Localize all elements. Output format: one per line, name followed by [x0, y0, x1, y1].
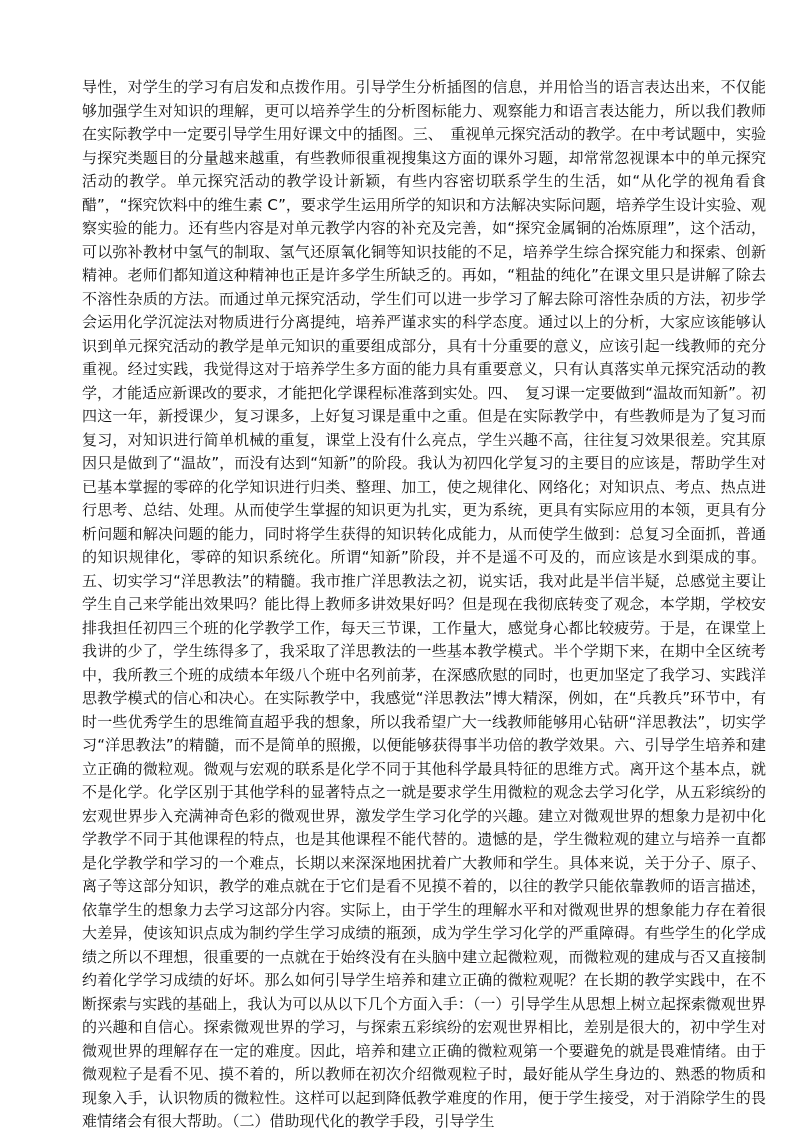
document-page: [82, 76, 766, 1134]
body-paragraph: 导性，对学生的学习有启发和点拨作用。引导学生分析插图的信息，并用恰当的语言表达出来，不仅能够加强学生对知识的理解，更可以培养学生的分析图标能力、观察能力和语言表达能力，所以我们教师在实际教学中一定要引导学生用好课文中的插图。三、 重视单元探究活动的教学。在中考试题中，实验与探究类题目的分量越来越重，有些教师很重视搜集这方面的课外习题，却常常忽视课本中的单元探究活动的教学。单元探究活动的教学设计新颖，有些内容密切联系学生的生活，如“从化学的视角看食醋”，“探究饮料中的维生素 C”，要求学生运用所学的知识和方法解决实际问题，培养学生设计实验、观察实验的能力。还有些内容是对单元教学内容的补充及完善，如“探究金属铜的冶炼原理”，这个活动，可以弥补教材中氢气的制取、氢气还原氧化铜等知识技能的不足，培养学生综合探究能力和探索、创新精神。老师们都知道这种精神也正是许多学生所缺乏的。再如，“粗盐的纯化”在课文里只是讲解了除去不溶性杂质的方法。而通过单元探究活动，学生们可以进一步学习了解去除可溶性杂质的方法，初步学会运用化学沉淀法对物质进行分离提纯，培养严谨求实的科学态度。通过以上的分析，大家应该能够认识到单元探究活动的教学是单元知识的重要组成部分，具有十分重要的意义，应该引起一线教师的充分重视。经过实践，我觉得这对于培养学生多方面的能力具有重要意义，只有认真落实单元探究活动的教学，才能适应新课改的要求，才能把化学课程标准落到实处。四、 复习课一定要做到“温故而知新”。初四这一年，新授课少，复习课多，上好复习课是重中之重。但是在实际教学中，有些教师是为了复习而复习，对知识进行简单机械的重复，课堂上没有什么亮点，学生兴趣不高，往往复习效果很差。究其原因只是做到了“温故”，而没有达到“知新”的阶段。我认为初四化学复习的主要目的应该是，帮助学生对已基本掌握的零碎的化学知识进行归类、整理、加工，使之规律化、网络化；对知识点、考点、热点进行思考、总结、处理。从而使学生掌握的知识更为扎实，更为系统，更具有实际应用的本领，更具有分析问题和解决问题的能力，同时将学生获得的知识转化成能力，从而使学生做到：总复习全面抓，普通的知识规律化，零碎的知识系统化。所谓“知新”阶段，并不是遥不可及的，而应该是水到渠成的事。五、切实学习“洋思教法”的精髓。我市推广洋思教法之初，说实话，我对此是半信半疑，总感觉主要让学生自己来学能出效果吗？能比得上教师多讲效果好吗？但是现在我彻底转变了观念，本学期，学校安排我担任初四三个班的化学教学工作，每天三节课，工作量大，感觉身心都比较疲劳。于是，在课堂上我讲的少了，学生练得多了，我采取了洋思教法的一些基本教学模式。半个学期下来，在期中全区统考中，我所教三个班的成绩本年级八个班中名列前茅，在深感欣慰的同时，也更加坚定了我学习、实践洋思教学模式的信心和决心。在实际教学中，我感觉“洋思教法”博大精深，例如，在“兵教兵”环节中，有时一些优秀学生的思维简直超乎我的想象，所以我希望广大一线教师能够用心钻研“洋思教法”，切实学习“洋思教法”的精髓，而不是简单的照搬，以便能够获得事半功倍的教学效果。六、引导学生培养和建立正确的微粒观。微观与宏观的联系是化学不同于其他科学最具特征的思维方式。离开这个基本点，就不是化学。化学区别于其他学科的显著特点之一就是要求学生用微粒的观念去学习化学，从五彩缤纷的宏观世界步入充满神奇色彩的微观世界，激发学生学习化学的兴趣。建立对微观世界的想象力是初中化学教学不同于其他课程的特点，也是其他课程不能代替的。遗憾的是，学生微粒观的建立与培养一直都是化学教学和学习的一个难点，长期以来深深地困扰着广大教师和学生。具体来说，关于分子、原子、离子等这部分知识，教学的难点就在于它们是看不见摸不着的，以往的教学只能依靠教师的语言描述，依靠学生的想象力去学习这部分内容。实际上，由于学生的理解水平和对微观世界的想象能力存在着很大差异，使该知识点成为制约学生学习成绩的瓶颈，成为学生学习化学的严重障碍。有些学生的化学成绩之所以不理想，很重要的一点就在于始终没有在头脑中建立起微粒观，而微粒观的建成与否又直接制约着化学学习成绩的好坏。那么如何引导学生培养和建立正确的微粒观呢？在长期的教学实践中，在不断探索与实践的基础上，我认为可以从以下几个方面入手：（一）引导学生从思想上树立起探索微观世界的兴趣和自信心。探索微观世界的学习，与探索五彩缤纷的宏观世界相比，差别是很大的，初中学生对微观世界的理解存在一定的难度。因此，培养和建立正确的微粒观第一个要避免的就是畏难情绪。由于微观粒子是看不见、摸不着的，所以教师在初次介绍微观粒子时，最好能从学生身边的、熟悉的物质和现象入手，认识物质的微粒性。这样可以起到降低教学难度的作用，便于学生接受，对于消除学生的畏难情绪会有很大帮助。（二）借助现代化的教学手段，引导学生: [82, 78, 766, 1130]
